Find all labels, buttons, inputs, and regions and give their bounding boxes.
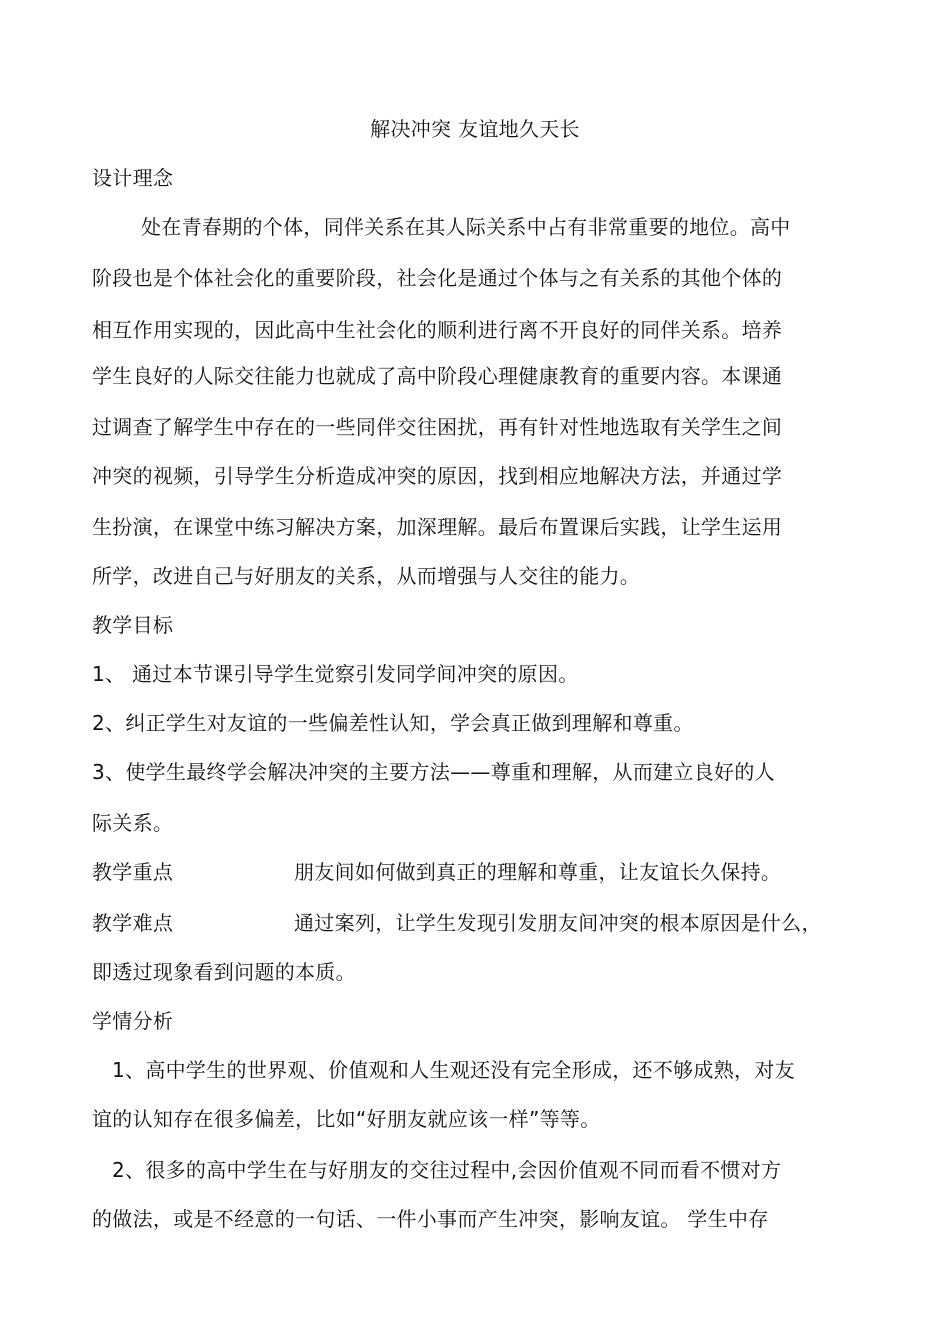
analysis-item-continuation: 谊的认知存在很多偏差，比如“好朋友就应该一样”等等。 xyxy=(92,1107,601,1131)
goal-item: 3、使学生最终学会解决冲突的主要方法——尊重和理解，从而建立良好的人 xyxy=(92,760,775,784)
key-point-label: 教学重点 xyxy=(92,860,174,884)
key-point-text: 朋友间如何做到真正的理解和尊重，让友谊长久保持。 xyxy=(294,860,782,884)
analysis-item-continuation: 的做法，或是不经意的一句话、一件小事而产生冲突，影响友谊。 学生中存 xyxy=(92,1207,769,1231)
difficulty-label: 教学难点 xyxy=(92,911,174,935)
document-title: 解决冲突 友谊地久天长 xyxy=(370,117,580,141)
goal-item: 1、 通过本节课引导学生觉察引发同学间冲突的原因。 xyxy=(92,662,579,686)
difficulty-row xyxy=(92,909,822,937)
design-paragraph-line: 阶段也是个体社会化的重要阶段，社会化是通过个体与之有关系的其他个体的 xyxy=(92,266,783,290)
design-paragraph-line: 冲突的视频，引导学生分析造成冲突的原因，找到相应地解决方法，并通过学 xyxy=(92,464,783,488)
design-paragraph-line: 所学，改进自己与好朋友的关系，从而增强与人交往的能力。 xyxy=(92,564,641,588)
design-paragraph-line: 处在青春期的个体，同伴关系在其人际关系中占有非常重要的地位。高中 xyxy=(141,215,791,239)
difficulty-text: 通过案列，让学生发现引发朋友间冲突的根本原因是什么， xyxy=(294,911,822,935)
analysis-item: 2、很多的高中学生在与好朋友的交往过程中,会因价值观不同而看不惯对方 xyxy=(112,1158,782,1182)
section-heading-goals: 教学目标 xyxy=(92,613,174,637)
section-heading-design: 设计理念 xyxy=(92,166,174,190)
design-paragraph-line: 过调查了解学生中存在的一些同伴交往困扰，再有针对性地选取有关学生之间 xyxy=(92,415,783,439)
analysis-item: 1、高中学生的世界观、价值观和人生观还没有完全形成，还不够成熟，对友 xyxy=(112,1058,795,1082)
key-point-row xyxy=(92,858,781,886)
section-heading-analysis: 学情分析 xyxy=(92,1009,174,1033)
goal-item: 2、纠正学生对友谊的一些偏差性认知，学会真正做到理解和尊重。 xyxy=(92,711,694,735)
design-paragraph-line: 生扮演，在课堂中练习解决方案，加深理解。最后布置课后实践，让学生运用 xyxy=(92,515,783,539)
design-paragraph-line: 相互作用实现的，因此高中生社会化的顺利进行离不开良好的同伴关系。培养 xyxy=(92,318,783,342)
difficulty-continuation: 即透过现象看到问题的本质。 xyxy=(92,960,356,984)
design-paragraph-line: 学生良好的人际交往能力也就成了高中阶段心理健康教育的重要内容。本课通 xyxy=(92,364,783,388)
goal-item-continuation: 际关系。 xyxy=(92,811,174,835)
